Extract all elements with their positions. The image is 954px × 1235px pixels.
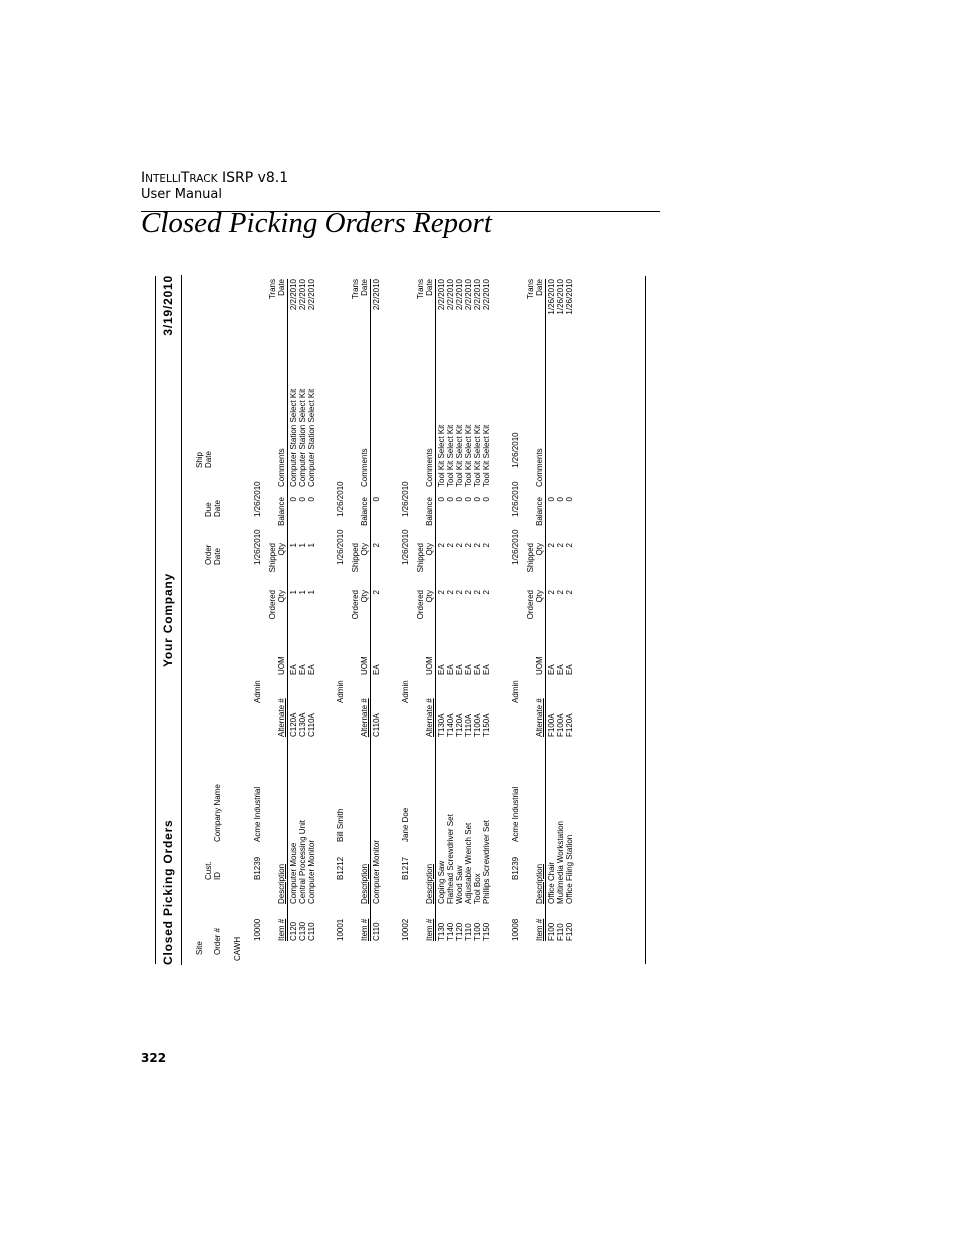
- item-header-trans-1: Trans: [351, 279, 360, 300]
- item-alternate: T150A: [482, 713, 491, 737]
- item-ordered-qty: 2: [464, 590, 473, 595]
- due-date: 1/26/2010: [253, 481, 262, 517]
- item-header-shipped-1: Shipped: [268, 543, 277, 573]
- item-header-shipped-2: Qty: [535, 543, 544, 556]
- item-header-comments: Comments: [360, 448, 369, 487]
- item-uom: EA: [289, 664, 298, 675]
- col-header-site: Site: [195, 941, 204, 955]
- item-header-uom: UOM: [360, 656, 369, 675]
- order-user: Admin: [336, 680, 345, 703]
- item-trans-date: 1/26/2010: [556, 279, 565, 315]
- report-frame: [155, 275, 647, 965]
- customer-id: B1212: [336, 856, 345, 880]
- item-header-ordered-2: Qty: [535, 590, 544, 603]
- item-ordered-qty: 2: [482, 590, 491, 595]
- item-comments: Tool Kit Select Kit: [482, 424, 491, 487]
- item-header-description: Description: [425, 863, 434, 904]
- item-number: T110: [464, 923, 473, 941]
- item-shipped-qty: 2: [455, 543, 464, 548]
- report-date: 3/19/2010: [161, 275, 175, 336]
- item-shipped-qty: 2: [372, 543, 381, 548]
- company-name: Acme Industrial: [511, 786, 520, 842]
- running-header-manual: User Manual: [141, 187, 223, 202]
- item-uom: EA: [307, 664, 316, 675]
- item-header-alternate: Alternate #: [425, 698, 434, 737]
- customer-id: B1239: [511, 856, 520, 880]
- item-header-description: Description: [277, 863, 286, 904]
- col-header-cust-1: Cust.: [204, 861, 213, 880]
- item-uom: EA: [446, 664, 455, 675]
- item-uom: EA: [565, 664, 574, 675]
- item-alternate: F120A: [565, 713, 574, 737]
- item-number: C110: [372, 922, 381, 941]
- item-header-uom: UOM: [535, 656, 544, 675]
- item-header-trans-2: Date: [535, 279, 544, 296]
- company-name: Bill Smith: [336, 808, 345, 842]
- item-balance: 0: [437, 497, 446, 502]
- due-date: 1/26/2010: [336, 481, 345, 517]
- col-header-due-1: Due: [204, 502, 213, 517]
- item-ordered-qty: 2: [473, 590, 482, 595]
- col-header-order: Order #: [213, 927, 222, 955]
- customer-id: B1239: [253, 856, 262, 880]
- item-header-shipped-2: Qty: [360, 543, 369, 556]
- order-number: 10001: [336, 918, 345, 941]
- item-shipped-qty: 2: [547, 543, 556, 548]
- product-smallcaps-2: RACK: [189, 173, 218, 185]
- item-number: T100: [473, 922, 482, 941]
- item-uom: EA: [482, 664, 491, 675]
- item-header-item: Item #: [425, 918, 434, 941]
- item-trans-date: 2/2/2010: [307, 279, 316, 311]
- item-ordered-qty: 2: [455, 590, 464, 595]
- item-ordered-qty: 2: [547, 590, 556, 595]
- item-header-uom: UOM: [277, 656, 286, 675]
- item-description: Computer Monitor: [307, 839, 316, 904]
- item-balance: 0: [372, 497, 381, 502]
- item-shipped-qty: 2: [482, 543, 491, 548]
- report-company: Your Company: [161, 572, 175, 668]
- item-header-comments: Comments: [535, 448, 544, 487]
- item-description: Computer Mouse: [289, 842, 298, 904]
- site-value: CAWH: [233, 936, 242, 961]
- order-user: Admin: [511, 680, 520, 703]
- order-date: 1/26/2010: [511, 529, 520, 565]
- order-number: 10000: [253, 918, 262, 941]
- item-alternate: T130A: [437, 713, 446, 737]
- col-header-order-date-1: Order: [204, 544, 213, 565]
- item-header-description: Description: [360, 863, 369, 904]
- item-shipped-qty: 2: [565, 543, 574, 548]
- item-description: Coping Saw: [437, 860, 446, 904]
- due-date: 1/26/2010: [401, 481, 410, 517]
- item-number: C110: [307, 922, 316, 941]
- item-number: C120: [289, 921, 298, 941]
- order-number: 10008: [511, 918, 520, 941]
- item-header-item: Item #: [360, 918, 369, 941]
- item-number: T140: [446, 922, 455, 941]
- item-alternate: T110A: [464, 714, 473, 737]
- item-description: Central Processing Unit: [298, 819, 307, 904]
- item-balance: 0: [446, 497, 455, 502]
- company-name: Jane Doe: [401, 807, 410, 842]
- item-shipped-qty: 1: [289, 543, 298, 548]
- item-header-shipped-1: Shipped: [416, 543, 425, 573]
- item-header-rule: [370, 279, 371, 941]
- item-balance: 0: [556, 497, 565, 502]
- item-description: Wood Saw: [455, 865, 464, 904]
- item-alternate: T120A: [455, 713, 464, 737]
- item-description: Phillips Screwdriver Set: [482, 819, 491, 904]
- item-shipped-qty: 1: [307, 543, 316, 548]
- item-header-balance: Balance: [277, 497, 286, 526]
- item-shipped-qty: 2: [446, 543, 455, 548]
- col-header-company-name: Company Name: [213, 784, 222, 842]
- item-alternate: C130A: [298, 712, 307, 737]
- item-comments: Computer Station Select Kit: [298, 388, 307, 487]
- ship-date: 1/26/2010: [511, 432, 520, 468]
- item-alternate: C110A: [372, 713, 381, 737]
- order-date: 1/26/2010: [253, 529, 262, 565]
- item-balance: 0: [455, 497, 464, 502]
- item-alternate: C110A: [307, 713, 316, 737]
- order-number: 10002: [401, 918, 410, 941]
- col-header-order-date-2: Date: [213, 548, 222, 565]
- product-version: ISRP v8.1: [217, 170, 289, 186]
- item-trans-date: 2/2/2010: [473, 279, 482, 311]
- item-alternate: T100A: [473, 713, 482, 737]
- item-header-balance: Balance: [425, 497, 434, 526]
- col-header-cust-2: ID: [213, 872, 222, 880]
- item-header-balance: Balance: [535, 497, 544, 526]
- item-header-ordered-2: Qty: [360, 590, 369, 603]
- item-ordered-qty: 2: [565, 590, 574, 595]
- item-header-ordered-1: Ordered: [416, 590, 425, 620]
- item-alternate: C120A: [289, 712, 298, 737]
- item-ordered-qty: 1: [307, 590, 316, 595]
- item-trans-date: 1/26/2010: [547, 279, 556, 315]
- item-header-ordered-1: Ordered: [526, 590, 535, 620]
- item-uom: EA: [473, 664, 482, 675]
- order-user: Admin: [401, 680, 410, 703]
- item-header-shipped-1: Shipped: [351, 543, 360, 573]
- due-date: 1/26/2010: [511, 481, 520, 517]
- item-ordered-qty: 2: [446, 590, 455, 595]
- order-user: Admin: [253, 680, 262, 703]
- item-number: T120: [455, 922, 464, 941]
- item-description: Office Chair: [547, 861, 556, 904]
- item-uom: EA: [556, 664, 565, 675]
- report-title-rule: [181, 275, 182, 965]
- report-title: Closed Picking Orders: [161, 819, 175, 965]
- item-description: Computer Monitor: [372, 839, 381, 904]
- item-balance: 0: [464, 497, 473, 502]
- item-header-alternate: Alternate #: [360, 698, 369, 737]
- page-number: 322: [141, 1051, 167, 1065]
- item-balance: 0: [482, 497, 491, 502]
- item-uom: EA: [298, 664, 307, 675]
- item-header-comments: Comments: [277, 448, 286, 487]
- item-shipped-qty: 2: [556, 543, 565, 548]
- item-trans-date: 2/2/2010: [298, 279, 307, 311]
- item-header-item: Item #: [535, 918, 544, 941]
- item-header-alternate: Alternate #: [535, 698, 544, 737]
- item-header-balance: Balance: [360, 497, 369, 526]
- item-header-uom: UOM: [425, 656, 434, 675]
- item-ordered-qty: 1: [298, 590, 307, 595]
- item-shipped-qty: 1: [298, 543, 307, 548]
- item-uom: EA: [372, 664, 381, 675]
- item-comments: Tool Kit Select Kit: [473, 424, 482, 487]
- col-header-ship-1: Ship: [195, 451, 204, 468]
- product-initial-2: T: [180, 170, 190, 186]
- item-header-ordered-1: Ordered: [268, 590, 277, 620]
- item-ordered-qty: 2: [372, 590, 381, 595]
- item-number: F110: [556, 923, 565, 941]
- item-number: C130: [298, 921, 307, 941]
- item-trans-date: 1/26/2010: [565, 279, 574, 315]
- item-balance: 0: [298, 497, 307, 502]
- item-balance: 0: [473, 497, 482, 502]
- item-header-shipped-2: Qty: [425, 543, 434, 556]
- product-smallcaps-1: NTELLI: [145, 173, 181, 185]
- item-trans-date: 2/2/2010: [464, 279, 473, 311]
- item-alternate: F100A: [556, 713, 565, 737]
- item-shipped-qty: 2: [437, 543, 446, 548]
- item-shipped-qty: 2: [464, 543, 473, 548]
- item-description: Tool Box: [473, 873, 482, 904]
- item-header-comments: Comments: [425, 448, 434, 487]
- item-trans-date: 2/2/2010: [437, 279, 446, 311]
- item-balance: 0: [565, 497, 574, 502]
- item-comments: Tool Kit Select Kit: [446, 424, 455, 487]
- item-header-shipped-1: Shipped: [526, 543, 535, 573]
- company-name: Acme Industrial: [253, 786, 262, 842]
- item-header-trans-1: Trans: [268, 279, 277, 300]
- item-trans-date: 2/2/2010: [455, 279, 464, 311]
- item-trans-date: 2/2/2010: [289, 279, 298, 311]
- item-header-trans-1: Trans: [416, 279, 425, 300]
- running-header-product: [141, 170, 288, 186]
- item-header-description: Description: [535, 863, 544, 904]
- item-ordered-qty: 2: [556, 590, 565, 595]
- item-trans-date: 2/2/2010: [482, 279, 491, 311]
- item-shipped-qty: 2: [473, 543, 482, 548]
- item-description: Flathead Screwdriver Set: [446, 814, 455, 904]
- item-header-shipped-2: Qty: [277, 543, 286, 556]
- item-header-rule: [435, 279, 436, 941]
- item-header-ordered-2: Qty: [425, 590, 434, 603]
- item-alternate: T140A: [446, 713, 455, 737]
- item-header-trans-2: Date: [277, 279, 286, 296]
- item-header-item: Item #: [277, 918, 286, 941]
- item-description: Multimedia Workstation: [556, 821, 565, 904]
- item-header-alternate: Alternate #: [277, 698, 286, 737]
- header-rule: [141, 211, 660, 212]
- item-ordered-qty: 1: [289, 590, 298, 595]
- customer-id: B1217: [401, 856, 410, 880]
- item-header-trans-1: Trans: [526, 279, 535, 300]
- order-date: 1/26/2010: [336, 529, 345, 565]
- item-balance: 0: [547, 497, 556, 502]
- item-header-trans-2: Date: [425, 279, 434, 296]
- closed-picking-orders-report: [155, 275, 647, 965]
- item-header-trans-2: Date: [360, 279, 369, 296]
- item-comments: Tool Kit Select Kit: [464, 424, 473, 487]
- item-number: T130: [437, 922, 446, 941]
- item-header-rule: [287, 279, 288, 941]
- item-balance: 0: [289, 497, 298, 502]
- item-number: T150: [482, 922, 491, 941]
- item-comments: Computer Station Select Kit: [289, 388, 298, 487]
- item-uom: EA: [455, 664, 464, 675]
- item-balance: 0: [307, 497, 316, 502]
- item-number: F120: [565, 922, 574, 941]
- item-trans-date: 2/2/2010: [446, 279, 455, 311]
- item-number: F100: [547, 922, 556, 941]
- item-header-ordered-1: Ordered: [351, 590, 360, 620]
- col-header-ship-2: Date: [204, 451, 213, 468]
- item-ordered-qty: 2: [437, 590, 446, 595]
- item-description: Adjustable Wrench Set: [464, 822, 473, 904]
- item-uom: EA: [464, 664, 473, 675]
- item-comments: Tool Kit Select Kit: [437, 424, 446, 487]
- item-alternate: F100A: [547, 713, 556, 737]
- item-header-rule: [545, 279, 546, 941]
- item-uom: EA: [547, 664, 556, 675]
- item-header-ordered-2: Qty: [277, 590, 286, 603]
- item-description: Office Filing Station: [565, 834, 574, 904]
- item-uom: EA: [437, 664, 446, 675]
- order-date: 1/26/2010: [401, 529, 410, 565]
- product-initial: I: [141, 170, 146, 186]
- item-comments: Tool Kit Select Kit: [455, 424, 464, 487]
- item-trans-date: 2/2/2010: [372, 279, 381, 311]
- page-title: Closed Picking Orders Report: [141, 207, 492, 239]
- item-comments: Computer Station Select Kit: [307, 388, 316, 487]
- col-header-due-2: Date: [213, 500, 222, 517]
